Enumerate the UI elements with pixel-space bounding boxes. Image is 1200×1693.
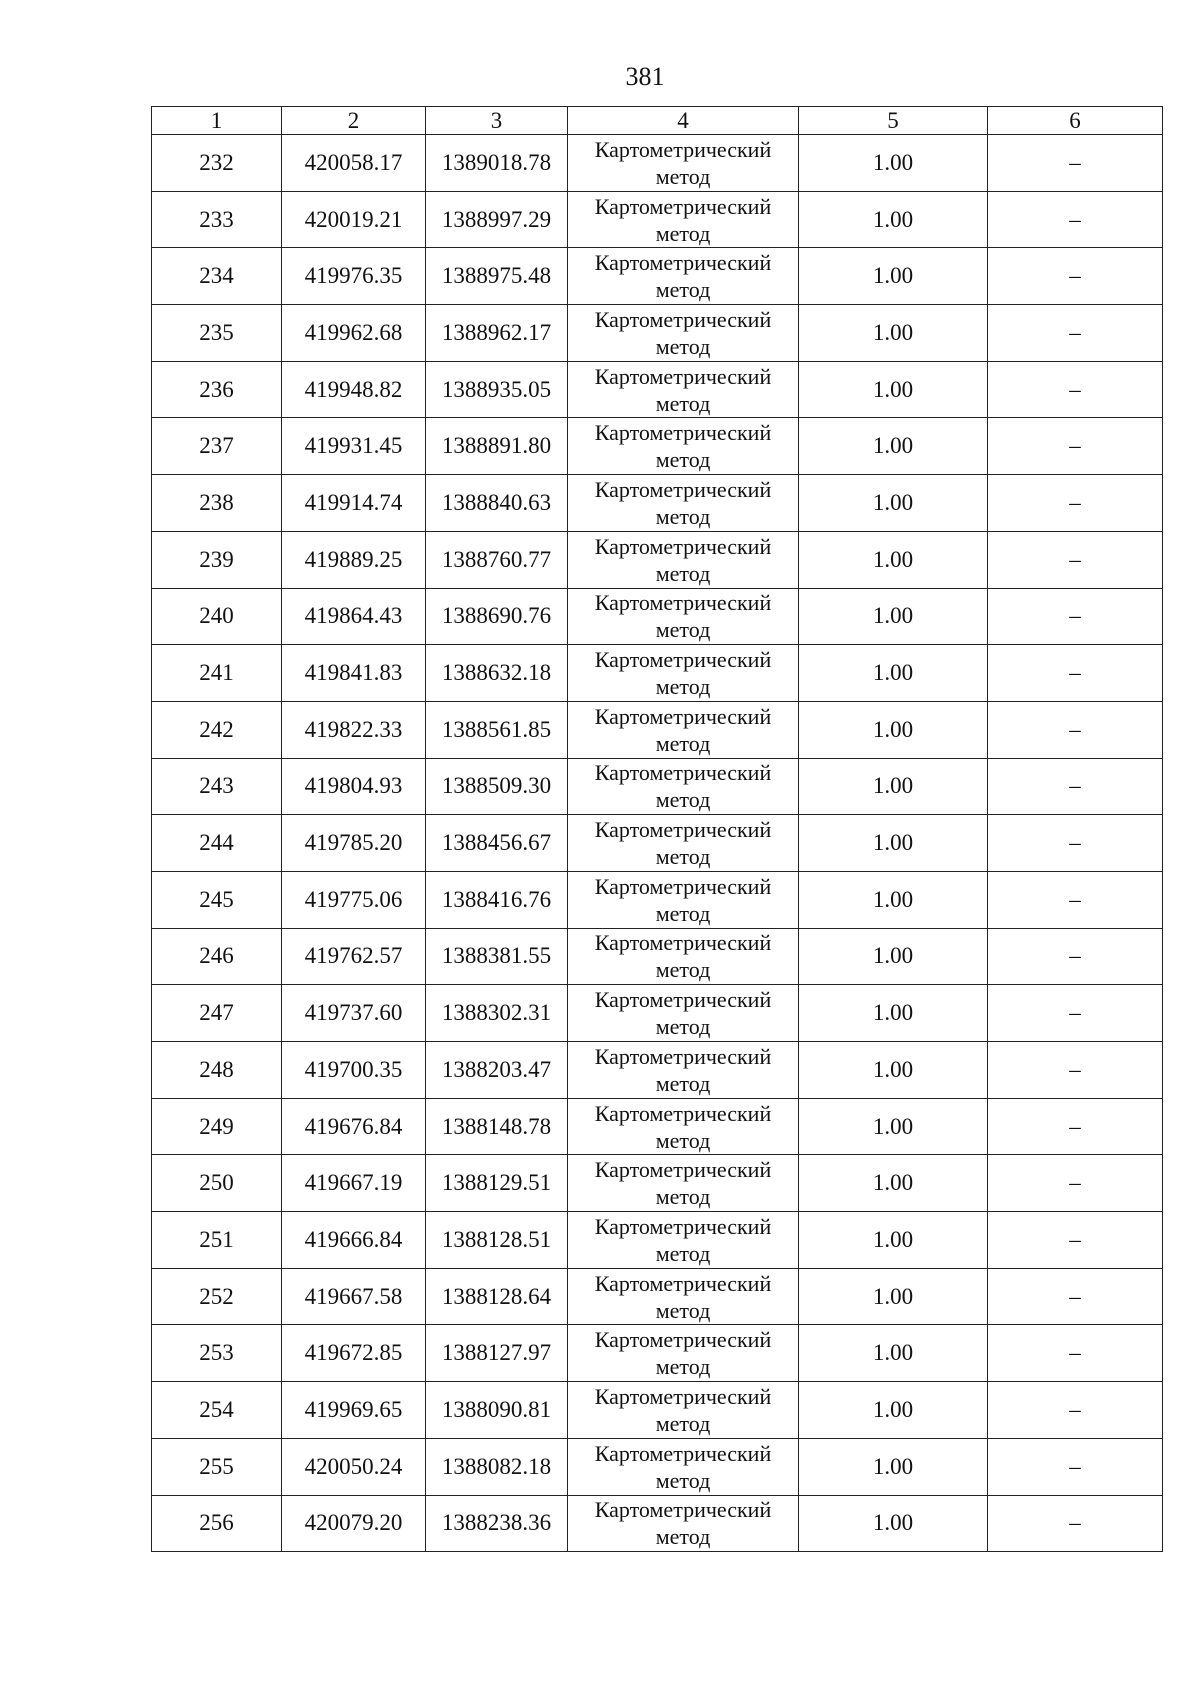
x-coordinate-cell: 419785.20 <box>282 815 426 872</box>
point-number-cell: 237 <box>152 418 282 475</box>
method-line-2: метод <box>655 730 711 756</box>
note-cell: – <box>988 985 1163 1042</box>
y-coordinate-cell: 1388962.17 <box>426 305 568 362</box>
method-line-1: Картометрический <box>594 1270 772 1296</box>
method-line-1: Картометрический <box>594 1157 772 1183</box>
method-cell <box>568 361 799 418</box>
table-row <box>152 588 1163 645</box>
table-row <box>152 985 1163 1042</box>
note-cell: – <box>988 1155 1163 1212</box>
table-row <box>152 815 1163 872</box>
method-line-2: метод <box>655 1297 711 1323</box>
note-cell: – <box>988 871 1163 928</box>
method-line-2: метод <box>655 674 711 700</box>
x-coordinate-cell: 419667.58 <box>282 1268 426 1325</box>
note-cell: – <box>988 135 1163 192</box>
note-cell: – <box>988 1268 1163 1325</box>
note-cell: – <box>988 758 1163 815</box>
method-cell <box>568 1212 799 1269</box>
method-line-1: Картометрический <box>594 873 772 899</box>
method-cell <box>568 1268 799 1325</box>
point-number-cell: 238 <box>152 475 282 532</box>
y-coordinate-cell: 1388128.64 <box>426 1268 568 1325</box>
accuracy-cell: 1.00 <box>799 531 988 588</box>
note-cell: – <box>988 1212 1163 1269</box>
y-coordinate-cell: 1388760.77 <box>426 531 568 588</box>
column-header-4: 4 <box>568 107 799 135</box>
accuracy-cell: 1.00 <box>799 1495 988 1552</box>
method-line-2: метод <box>655 163 711 189</box>
point-number-cell: 243 <box>152 758 282 815</box>
point-number-cell: 245 <box>152 871 282 928</box>
method-cell <box>568 191 799 248</box>
table-row <box>152 928 1163 985</box>
point-number-cell: 239 <box>152 531 282 588</box>
table-row <box>152 418 1163 475</box>
method-cell <box>568 1155 799 1212</box>
method-line-2: метод <box>655 1014 711 1040</box>
coordinates-table <box>151 106 1163 1552</box>
method-line-1: Картометрический <box>594 363 772 389</box>
method-cell <box>568 645 799 702</box>
point-number-cell: 252 <box>152 1268 282 1325</box>
method-line-1: Картометрический <box>594 1383 772 1409</box>
note-cell: – <box>988 1098 1163 1155</box>
method-line-1: Картометрический <box>594 136 772 162</box>
method-cell <box>568 871 799 928</box>
note-cell: – <box>988 361 1163 418</box>
y-coordinate-cell: 1388840.63 <box>426 475 568 532</box>
method-cell <box>568 135 799 192</box>
y-coordinate-cell: 1389018.78 <box>426 135 568 192</box>
accuracy-cell: 1.00 <box>799 248 988 305</box>
method-cell <box>568 1495 799 1552</box>
y-coordinate-cell: 1388148.78 <box>426 1098 568 1155</box>
accuracy-cell: 1.00 <box>799 135 988 192</box>
method-line-1: Картометрический <box>594 250 772 276</box>
note-cell: – <box>988 1495 1163 1552</box>
x-coordinate-cell: 419841.83 <box>282 645 426 702</box>
method-line-1: Картометрический <box>594 760 772 786</box>
x-coordinate-cell: 419962.68 <box>282 305 426 362</box>
note-cell: – <box>988 305 1163 362</box>
table-row <box>152 701 1163 758</box>
table-row <box>152 305 1163 362</box>
method-line-2: метод <box>655 333 711 359</box>
table-row <box>152 871 1163 928</box>
method-cell <box>568 418 799 475</box>
accuracy-cell: 1.00 <box>799 1268 988 1325</box>
page-number: 381 <box>625 62 665 91</box>
method-line-2: метод <box>655 1240 711 1266</box>
point-number-cell: 234 <box>152 248 282 305</box>
point-number-cell: 240 <box>152 588 282 645</box>
note-cell: – <box>988 588 1163 645</box>
x-coordinate-cell: 419914.74 <box>282 475 426 532</box>
method-line-1: Картометрический <box>594 420 772 446</box>
accuracy-cell: 1.00 <box>799 191 988 248</box>
note-cell: – <box>988 531 1163 588</box>
accuracy-cell: 1.00 <box>799 1098 988 1155</box>
y-coordinate-cell: 1388975.48 <box>426 248 568 305</box>
x-coordinate-cell: 419762.57 <box>282 928 426 985</box>
method-cell <box>568 1042 799 1099</box>
point-number-cell: 249 <box>152 1098 282 1155</box>
method-line-1: Картометрический <box>594 193 772 219</box>
x-coordinate-cell: 419775.06 <box>282 871 426 928</box>
method-cell <box>568 588 799 645</box>
x-coordinate-cell: 419672.85 <box>282 1325 426 1382</box>
x-coordinate-cell: 419822.33 <box>282 701 426 758</box>
y-coordinate-cell: 1388129.51 <box>426 1155 568 1212</box>
note-cell: – <box>988 1325 1163 1382</box>
table-body <box>152 135 1163 1552</box>
x-coordinate-cell: 419948.82 <box>282 361 426 418</box>
point-number-cell: 236 <box>152 361 282 418</box>
method-line-1: Картометрический <box>594 1043 772 1069</box>
method-line-2: метод <box>655 900 711 926</box>
y-coordinate-cell: 1388127.97 <box>426 1325 568 1382</box>
method-line-2: метод <box>655 560 711 586</box>
method-line-2: метод <box>655 844 711 870</box>
method-line-2: метод <box>655 1127 711 1153</box>
method-line-2: метод <box>655 957 711 983</box>
note-cell: – <box>988 248 1163 305</box>
method-line-2: метод <box>655 503 711 529</box>
method-line-1: Картометрический <box>594 987 772 1013</box>
y-coordinate-cell: 1388561.85 <box>426 701 568 758</box>
point-number-cell: 256 <box>152 1495 282 1552</box>
method-cell <box>568 305 799 362</box>
column-header-1: 1 <box>152 107 282 135</box>
x-coordinate-cell: 419864.43 <box>282 588 426 645</box>
note-cell: – <box>988 418 1163 475</box>
table-row <box>152 1155 1163 1212</box>
method-cell <box>568 985 799 1042</box>
column-header-5: 5 <box>799 107 988 135</box>
x-coordinate-cell: 419700.35 <box>282 1042 426 1099</box>
note-cell: – <box>988 1042 1163 1099</box>
table-row <box>152 645 1163 702</box>
x-coordinate-cell: 420058.17 <box>282 135 426 192</box>
point-number-cell: 251 <box>152 1212 282 1269</box>
method-cell <box>568 758 799 815</box>
method-line-1: Картометрический <box>594 703 772 729</box>
method-line-1: Картометрический <box>594 1497 772 1523</box>
accuracy-cell: 1.00 <box>799 1042 988 1099</box>
method-line-2: метод <box>655 1070 711 1096</box>
table-row <box>152 531 1163 588</box>
y-coordinate-cell: 1388238.36 <box>426 1495 568 1552</box>
point-number-cell: 253 <box>152 1325 282 1382</box>
accuracy-cell: 1.00 <box>799 1155 988 1212</box>
accuracy-cell: 1.00 <box>799 475 988 532</box>
method-line-2: метод <box>655 787 711 813</box>
accuracy-cell: 1.00 <box>799 1438 988 1495</box>
note-cell: – <box>988 191 1163 248</box>
accuracy-cell: 1.00 <box>799 701 988 758</box>
accuracy-cell: 1.00 <box>799 815 988 872</box>
column-header-2: 2 <box>282 107 426 135</box>
method-cell <box>568 531 799 588</box>
method-line-1: Картометрический <box>594 1100 772 1126</box>
method-line-1: Картометрический <box>594 1213 772 1239</box>
x-coordinate-cell: 419804.93 <box>282 758 426 815</box>
y-coordinate-cell: 1388302.31 <box>426 985 568 1042</box>
x-coordinate-cell: 420019.21 <box>282 191 426 248</box>
y-coordinate-cell: 1388690.76 <box>426 588 568 645</box>
point-number-cell: 247 <box>152 985 282 1042</box>
y-coordinate-cell: 1388509.30 <box>426 758 568 815</box>
accuracy-cell: 1.00 <box>799 588 988 645</box>
method-cell <box>568 928 799 985</box>
table-row <box>152 248 1163 305</box>
table-row <box>152 758 1163 815</box>
y-coordinate-cell: 1388997.29 <box>426 191 568 248</box>
method-cell <box>568 1438 799 1495</box>
note-cell: – <box>988 1438 1163 1495</box>
method-line-1: Картометрический <box>594 533 772 559</box>
table-row <box>152 1212 1163 1269</box>
table-row <box>152 1382 1163 1439</box>
point-number-cell: 242 <box>152 701 282 758</box>
method-line-2: метод <box>655 1467 711 1493</box>
point-number-cell: 235 <box>152 305 282 362</box>
x-coordinate-cell: 419737.60 <box>282 985 426 1042</box>
method-line-2: метод <box>655 617 711 643</box>
method-line-2: метод <box>655 390 711 416</box>
method-cell <box>568 248 799 305</box>
table-row <box>152 475 1163 532</box>
y-coordinate-cell: 1388456.67 <box>426 815 568 872</box>
method-line-1: Картометрический <box>594 306 772 332</box>
x-coordinate-cell: 419667.19 <box>282 1155 426 1212</box>
method-cell <box>568 701 799 758</box>
method-cell <box>568 1382 799 1439</box>
accuracy-cell: 1.00 <box>799 758 988 815</box>
method-line-2: метод <box>655 447 711 473</box>
x-coordinate-cell: 420079.20 <box>282 1495 426 1552</box>
y-coordinate-cell: 1388632.18 <box>426 645 568 702</box>
accuracy-cell: 1.00 <box>799 418 988 475</box>
x-coordinate-cell: 419969.65 <box>282 1382 426 1439</box>
note-cell: – <box>988 815 1163 872</box>
table-row <box>152 361 1163 418</box>
point-number-cell: 233 <box>152 191 282 248</box>
table-row <box>152 1268 1163 1325</box>
method-line-1: Картометрический <box>594 1327 772 1353</box>
accuracy-cell: 1.00 <box>799 305 988 362</box>
note-cell: – <box>988 701 1163 758</box>
point-number-cell: 250 <box>152 1155 282 1212</box>
y-coordinate-cell: 1388203.47 <box>426 1042 568 1099</box>
method-cell <box>568 815 799 872</box>
point-number-cell: 244 <box>152 815 282 872</box>
table-row <box>152 191 1163 248</box>
accuracy-cell: 1.00 <box>799 1325 988 1382</box>
table-row <box>152 1042 1163 1099</box>
column-header-3: 3 <box>426 107 568 135</box>
x-coordinate-cell: 419676.84 <box>282 1098 426 1155</box>
note-cell: – <box>988 1382 1163 1439</box>
point-number-cell: 254 <box>152 1382 282 1439</box>
y-coordinate-cell: 1388082.18 <box>426 1438 568 1495</box>
accuracy-cell: 1.00 <box>799 1382 988 1439</box>
table-row <box>152 1438 1163 1495</box>
accuracy-cell: 1.00 <box>799 985 988 1042</box>
method-line-2: метод <box>655 1184 711 1210</box>
method-cell <box>568 1098 799 1155</box>
method-line-2: метод <box>655 1524 711 1550</box>
y-coordinate-cell: 1388090.81 <box>426 1382 568 1439</box>
point-number-cell: 241 <box>152 645 282 702</box>
method-line-1: Картометрический <box>594 817 772 843</box>
point-number-cell: 255 <box>152 1438 282 1495</box>
method-line-1: Картометрический <box>594 1440 772 1466</box>
method-line-2: метод <box>655 220 711 246</box>
accuracy-cell: 1.00 <box>799 645 988 702</box>
method-line-2: метод <box>655 1410 711 1436</box>
note-cell: – <box>988 475 1163 532</box>
table-row <box>152 135 1163 192</box>
accuracy-cell: 1.00 <box>799 928 988 985</box>
accuracy-cell: 1.00 <box>799 871 988 928</box>
method-line-1: Картометрический <box>594 590 772 616</box>
method-line-2: метод <box>655 277 711 303</box>
x-coordinate-cell: 419931.45 <box>282 418 426 475</box>
point-number-cell: 232 <box>152 135 282 192</box>
method-line-1: Картометрический <box>594 476 772 502</box>
method-cell <box>568 475 799 532</box>
accuracy-cell: 1.00 <box>799 361 988 418</box>
x-coordinate-cell: 419889.25 <box>282 531 426 588</box>
table-header-row <box>152 107 1163 135</box>
method-cell <box>568 1325 799 1382</box>
table-row <box>152 1098 1163 1155</box>
y-coordinate-cell: 1388935.05 <box>426 361 568 418</box>
point-number-cell: 246 <box>152 928 282 985</box>
method-line-1: Картометрический <box>594 647 772 673</box>
x-coordinate-cell: 419976.35 <box>282 248 426 305</box>
method-line-2: метод <box>655 1354 711 1380</box>
x-coordinate-cell: 419666.84 <box>282 1212 426 1269</box>
note-cell: – <box>988 645 1163 702</box>
column-header-6: 6 <box>988 107 1163 135</box>
point-number-cell: 248 <box>152 1042 282 1099</box>
y-coordinate-cell: 1388416.76 <box>426 871 568 928</box>
y-coordinate-cell: 1388891.80 <box>426 418 568 475</box>
y-coordinate-cell: 1388128.51 <box>426 1212 568 1269</box>
accuracy-cell: 1.00 <box>799 1212 988 1269</box>
table-row <box>152 1325 1163 1382</box>
method-line-1: Картометрический <box>594 930 772 956</box>
table-row <box>152 1495 1163 1552</box>
y-coordinate-cell: 1388381.55 <box>426 928 568 985</box>
x-coordinate-cell: 420050.24 <box>282 1438 426 1495</box>
note-cell: – <box>988 928 1163 985</box>
